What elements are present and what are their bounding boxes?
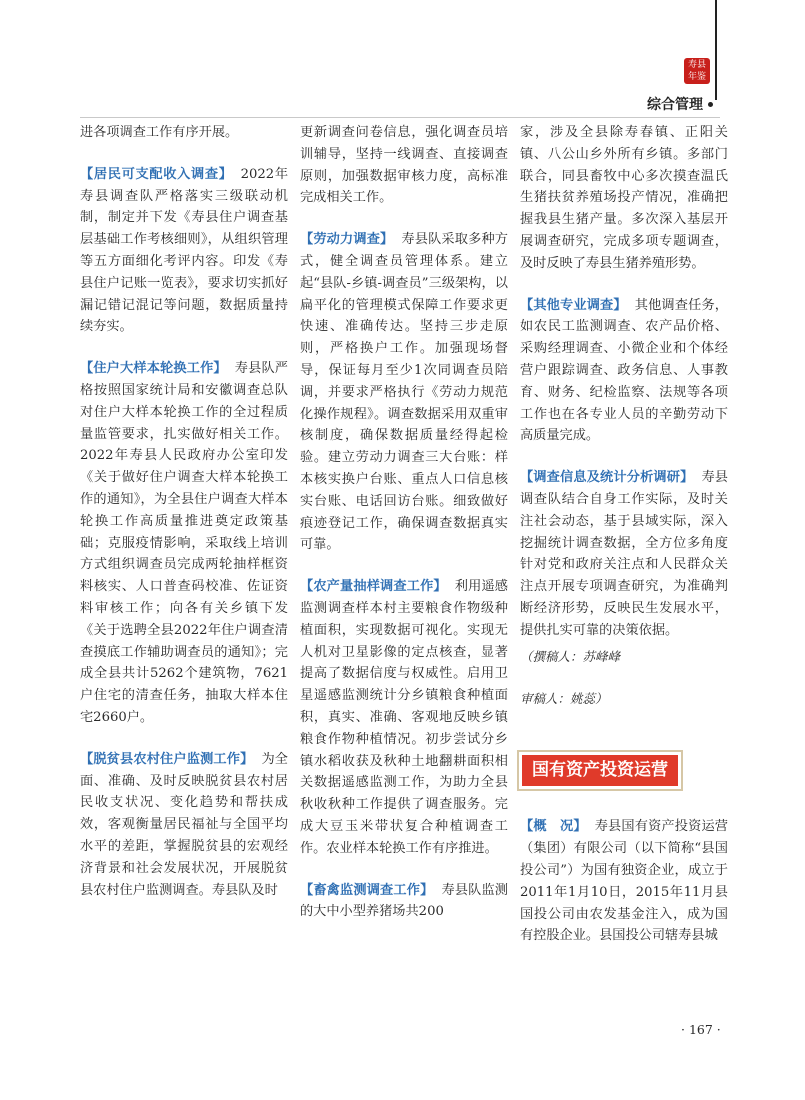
header-rule [715, 0, 717, 100]
subsection-heading: 【概 况】 [520, 819, 587, 835]
subsection-heading: 【居民可支配收入调查】 [80, 166, 233, 182]
header-divider [80, 117, 720, 118]
subsection-heading: 【脱贫县农村住户监测工作】 [80, 751, 254, 767]
paragraph: 【调查信息及统计分析调研】 寿县调查队结合自身工作实际，及时关注社会动态，基于县域实际，深入挖掘统计调查数据，全方位多角度针对党和政府关注点和人民群众关注点开展专项调查研究，为准确判断经济形势，反映民生发展水平，提供扎实可靠的决策依据。 [520, 470, 728, 638]
column-1 [80, 122, 288, 921]
column-3 [520, 122, 728, 967]
paragraph: 【概 况】 寿县国有资产投资运营（集团）有限公司（以下简称“县国投公司”）为国有独资企业，成立于2011年1月10日，2015年11月县国投公司由农发基金注入，成为国有控股企业。县国投公司辖寿县城 [520, 819, 728, 944]
yearbook-seal-logo: 寿县 年鉴 [684, 58, 710, 84]
paragraph: 【脱贫县农村住户监测工作】 为全面、准确、及时反映脱贫县农村居民收支状况、变化趋势和帮扶成效，客观衡量居民福祉与全国平均水平的差距，掌握脱贫县的宏观经济背景和社会发展状况，开展脱贫县农村住户监测调查。寿县队及时 [80, 751, 288, 898]
header-dot-icon [708, 102, 713, 107]
paragraph: 【住户大样本轮换工作】 寿县队严格按照国家统计局和安徽调查总队对住户大样本轮换工作的全过程质量监管要求，扎实做好相关工作。2022年寿县人民政府办公室印发《关于做好住户调查大样本轮换工作的通知》，为全县住户调查大样本轮换工作高质量推进奠定政策基础；克服疫情影响，采取线上培训方式组织调查员完成两轮抽样框资料核实、人口普查码校准、佐证资料审核工作；向各有关乡镇下发《关于选聘全县2022年住户调查清查摸底工作辅助调查员的通知》；完成全县共计5262个建筑物，7621户住宅的清查任务，抽取大样本住宅2660户。 [80, 361, 288, 725]
subsection-heading: 【住户大样本轮换工作】 [80, 361, 227, 377]
paragraph: 【农产量抽样调查工作】 利用遥感监测调查样本村主要粮食作物级种植面积，实现数据可视化。实现无人机对卫星影像的定点核查，显著提高了数据信度与权威性。启用卫星遥感监测统计分乡镇粮食种植面积，真实、准确、客观地反映乡镇粮食作物种植情况。初步尝试分乡镇水稻收获及秋种土地翻耕面积相关数据遥感监测工作，为助力全县秋收秋种工作提供了调查服务。完成大豆玉米带状复合种植调查工作。农业样本轮换工作有序推进。 [300, 579, 508, 856]
paragraph: 更新调查问卷信息，强化调查员培训辅导，坚持一线调查、直接调查原则，加强数据审核力度，高标准完成相关工作。 [300, 125, 508, 206]
paragraph: 家，涉及全县除寿春镇、正阳关镇、八公山乡外所有乡镇。多部门联合，同县畜牧中心多次摸查温氏生猪扶贫养殖场投产情况，准确把握我县生猪产量。多次深入基层开展调查研究，完成多项专题调查，及时反映了寿县生猪养殖形势。 [520, 125, 728, 271]
reviewer-credit: 审稿人：姚蕊） [520, 690, 608, 706]
paragraph: 【畜禽监测调查工作】 寿县队监测的大中小型养猪场共200 [300, 882, 508, 920]
subsection-heading: 【劳动力调查】 [300, 232, 394, 248]
column-2 [300, 122, 508, 943]
subsection-heading: 【农产量抽样调查工作】 [300, 579, 447, 595]
subsection-heading: 【畜禽监测调查工作】 [300, 882, 434, 898]
paragraph: 【居民可支配收入调查】 2022年寿县调查队严格落实三级联动机制，制定并下发《寿县住户调查基层基础工作考核细则》，从组织管理等五方面细化考评内容。印发《寿县住户记账一览表》，要求切实抓好漏记错记混记等问题，数据质量持续夯实。 [80, 166, 289, 335]
paragraph: 【其他专业调查】 其他调查任务，如农民工监测调查、农产品价格、采购经理调查、小微企业和个体经营户跟踪调查、政务信息、人事教育、财务、纪检监察、法规等各项工作也在各专业人员的辛勤劳动下高质量完成。 [520, 297, 728, 444]
section-title: 综合管理 [647, 94, 703, 114]
paragraph: 【劳动力调查】 寿县队采取多种方式，健全调查员管理体系。建立起“县队-乡镇-调查员”三级架构，以扁平化的管理模式保障工作要求更快速、准确传达。坚持三步走原则，严格换户工作。加强现场督导，保证每月至少1次同调查员陪调，并要求严格执行《劳动力规范化操作规程》。调查数据采用双重审核制度，确保数据质量经得起检验。建立劳动力调查三大台账：样本核实换户台账、重点人口信息核实台账、电话回访台账。细致做好痕迹登记工作，确保调查数据真实可靠。 [300, 232, 508, 553]
author-credit: （撰稿人：苏峰峰 [520, 648, 621, 664]
subsection-heading: 【其他专业调查】 [520, 297, 627, 313]
chapter-banner: 国有资产投资运营 [522, 755, 678, 787]
subsection-heading: 【调查信息及统计分析调研】 [520, 470, 694, 486]
paragraph: 进各项调查工作有序开展。 [80, 125, 239, 140]
page-number: · 167 · [681, 1022, 721, 1037]
